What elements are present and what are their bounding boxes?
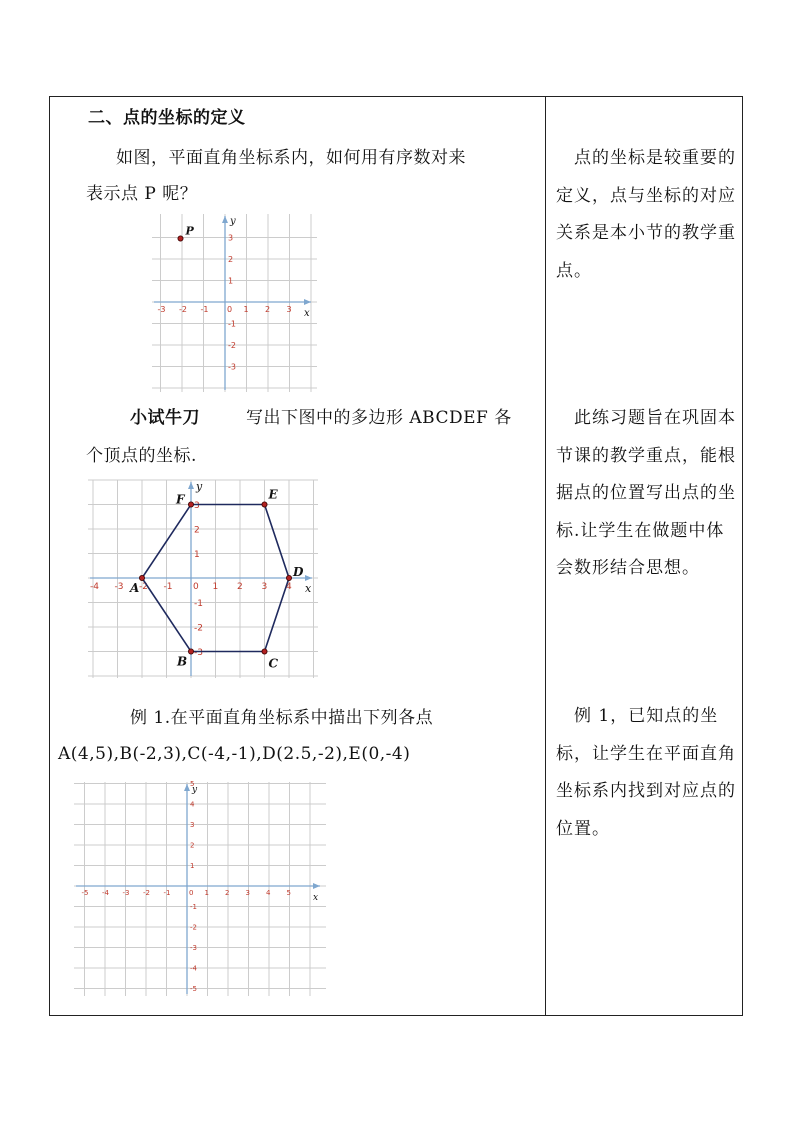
y-tick-label: -1 <box>194 599 203 609</box>
x-tick-label: 0 <box>189 889 194 897</box>
x-tick-label: 3 <box>245 889 250 897</box>
y-tick-label: 4 <box>190 800 195 809</box>
x-tick-label: 2 <box>265 305 271 314</box>
y-tick-label: 2 <box>190 841 195 850</box>
x-tick-label: -3 <box>157 305 166 314</box>
x-tick-label: -3 <box>122 889 130 897</box>
y-tick-label: -2 <box>194 623 203 634</box>
x-tick-label: -4 <box>90 582 99 592</box>
y-tick-label: -4 <box>190 964 197 973</box>
vertex-d-label: D <box>293 565 304 579</box>
y-tick-label: 3 <box>228 233 234 243</box>
side-note-2: 此练习题旨在巩固本节课的教学重点，能根据点的位置写出点的坐标.让学生在做题中体会数形结合思想。 <box>556 408 736 578</box>
x-tick-label: 4 <box>266 889 271 897</box>
example-line-2: A(4,5),B(-2,3),C(-4,-1),D(2.5,-2),E(0,-4) <box>58 744 411 764</box>
x-tick-label: -3 <box>114 582 124 592</box>
point-p-label: P <box>185 224 194 238</box>
y-tick-label: -3 <box>194 648 203 658</box>
vertex-b-label: B <box>177 654 188 669</box>
x-tick-label: 1 <box>212 582 219 592</box>
vertex-e-label: E <box>268 487 278 502</box>
y-tick-label: -1 <box>228 319 236 329</box>
vertex-f <box>188 502 193 507</box>
x-axis-label: x <box>313 893 319 903</box>
y-tick-label: 3 <box>190 821 195 829</box>
side-note-3: 例 1，已知点的坐标，让学生在平面直角坐标系内找到对应点的位置。 <box>556 706 736 839</box>
blank-coordinate-grid <box>74 782 326 996</box>
exercise-title: 小试牛刀 <box>130 408 200 428</box>
y-tick-label: -3 <box>228 362 236 372</box>
exercise-text-2: 个顶点的坐标. <box>86 446 197 466</box>
x-tick-label: 5 <box>286 889 291 897</box>
y-tick-label: 2 <box>194 525 200 536</box>
column-divider <box>545 96 546 1016</box>
vertex-b <box>188 649 193 654</box>
x-tick-label: -5 <box>81 889 89 897</box>
y-tick-label: 1 <box>228 276 234 286</box>
y-tick-label: -5 <box>190 985 197 993</box>
y-axis-label: y <box>230 216 236 227</box>
intro-line-1: 如图，平面直角坐标系内，如何用有序数对来 <box>116 148 466 168</box>
x-axis-arrow <box>305 575 312 581</box>
vertex-c <box>262 649 267 654</box>
y-tick-label: 3 <box>194 501 200 511</box>
intro-line-2: 表示点 P 呢？ <box>86 184 198 204</box>
x-tick-label: -4 <box>102 889 109 897</box>
polygon-graph <box>88 480 318 678</box>
x-tick-label: 4 <box>286 582 292 592</box>
x-axis-label: x <box>304 308 310 319</box>
y-axis-arrow <box>222 216 228 223</box>
x-tick-label: -1 <box>163 582 173 592</box>
exercise-text-1: 写出下图中的多边形 ABCDEF 各 <box>246 408 512 428</box>
vertex-a-label: A <box>130 581 140 595</box>
y-tick-label: -2 <box>228 341 236 350</box>
x-tick-label: 3 <box>261 582 268 592</box>
vertex-d <box>286 575 291 580</box>
x-tick-label: 0 <box>227 305 233 314</box>
x-tick-label: 3 <box>286 305 292 314</box>
y-axis-label: y <box>196 480 203 493</box>
x-axis-arrow <box>313 883 320 889</box>
point-p <box>178 236 183 241</box>
y-tick-label: -1 <box>190 903 197 911</box>
y-tick-label: 5 <box>190 780 195 788</box>
x-tick-label: 1 <box>243 305 249 314</box>
vertex-c-label: C <box>268 656 279 671</box>
vertex-a <box>139 575 144 580</box>
x-tick-label: -1 <box>200 305 209 314</box>
x-axis-arrow <box>304 299 311 305</box>
x-tick-label: -2 <box>179 305 187 314</box>
x-axis-label: x <box>305 582 312 595</box>
y-tick-label: 1 <box>194 550 200 560</box>
y-tick-label: -3 <box>190 944 197 952</box>
example-line-1: 例 1.在平面直角坐标系中描出下列各点 <box>130 708 434 728</box>
vertex-e <box>262 502 267 507</box>
x-tick-label: -2 <box>143 889 150 897</box>
vertex-f-label: F <box>176 492 185 507</box>
y-axis-label: y <box>192 785 198 795</box>
x-tick-label: 2 <box>225 889 230 897</box>
section-title: 二、点的坐标的定义 <box>88 108 246 128</box>
x-tick-label: -1 <box>163 889 171 897</box>
y-tick-label: -2 <box>190 923 197 932</box>
x-tick-label: -2 <box>139 582 148 592</box>
y-axis-arrow <box>188 482 194 489</box>
x-tick-label: 1 <box>204 889 209 897</box>
side-note-1: 点的坐标是较重要的定义，点与坐标的对应关系是本小节的教学重点。 <box>556 148 736 281</box>
y-tick-label: 2 <box>228 255 234 264</box>
coordinate-graph-p <box>152 214 317 392</box>
y-tick-label: 1 <box>190 862 195 870</box>
x-tick-label: 0 <box>193 582 199 592</box>
x-tick-label: 2 <box>237 582 243 592</box>
